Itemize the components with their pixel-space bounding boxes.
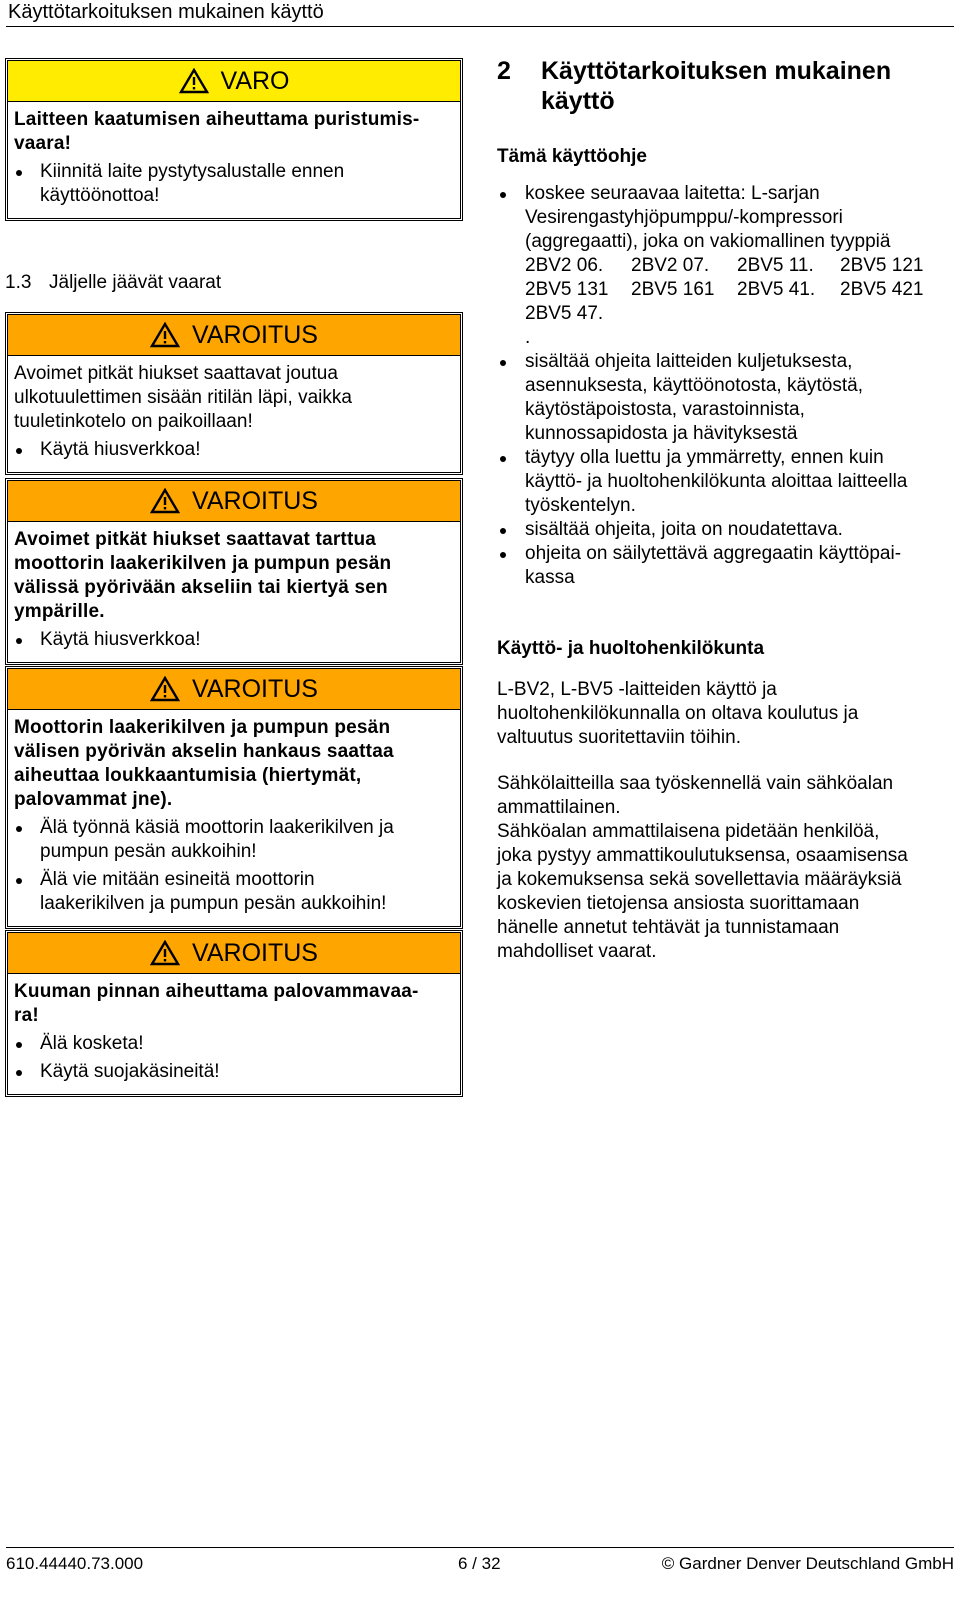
page-header [6,0,954,27]
warning-text-line: Avoimet pitkät hiukset saattavat joutua [14,363,338,384]
warning-body [8,356,460,472]
personnel-paragraph [497,678,957,750]
paragraph-line: ja kokemuksensa sekä sovellettavia määräyksiä [497,869,902,890]
list-item [497,446,957,518]
model-code: 2BV5 421 [840,279,924,300]
caution-text-line: Laitteen kaatumisen aiheuttama puristumis- [14,109,420,130]
bullet-line: kassa [525,567,575,588]
caution-heading: VARO [220,66,290,95]
list-item [497,350,957,446]
model-code: 2BV5 161 [631,279,715,300]
warning-triangle-icon [150,940,180,966]
doc-number: 610.44440.73.000 [6,1554,144,1573]
paragraph-line: Sähköalan ammattilaisena pidetään henkilöä, [497,821,880,842]
bullet-line: Kiinnitä laite pystytysalustalle ennen [40,161,345,182]
page-footer [6,1547,954,1578]
model-code: 2BV5 121 [840,255,924,276]
warning-body [8,522,460,662]
warning-triangle-icon [150,676,180,702]
bullet-line: Älä työnnä käsiä moottorin laakerikilven ja [40,817,394,838]
list-item [497,182,957,350]
warning-text-line: ympärille. [14,601,105,622]
warning-heading: VAROITUS [192,674,318,703]
section-number: 1.3 [5,272,32,293]
bullet-line: täytyy olla luettu ja ymmärretty, ennen kuin [525,447,884,468]
list-item [14,816,455,864]
caution-header [8,61,460,102]
list-item: Käytä suojakäsineitä! [14,1060,455,1084]
bullet-line: käyttö- ja huoltohenkilökunta aloittaa laitteella [525,471,908,492]
paragraph-line: joka pystyy ammattikoulutuksensa, osaamisensa [497,845,908,866]
warning-bullets [14,1032,455,1084]
list-item [14,160,455,208]
list-item [497,518,957,542]
list-item: Älä kosketa! [14,1032,455,1056]
bullet-line: laakerikilven ja pumpun pesän aukkoihin! [40,893,387,914]
caution-body [8,102,460,218]
bullet-line: sisältää ohjeita laitteiden kuljetuksesta, [525,351,853,372]
bullet-line: Vesirengastyhjöpumppu/-kompressori [525,207,843,228]
warning-box-3 [5,666,463,929]
paragraph-line: L-BV2, L-BV5 -laitteiden käyttö ja [497,679,777,700]
warning-header [8,933,460,974]
warning-heading: VAROITUS [192,486,318,515]
model-list [525,254,957,326]
warning-body [8,974,460,1094]
page-header-title: Käyttötarkoituksen mukainen käyttö [8,1,324,23]
warning-bullets [14,438,455,462]
model-code: 2BV5 11. [737,255,814,276]
bullet-line: kunnossapidosta ja hävityksestä [525,423,798,444]
warning-text-line: tuuletinkotelo on paikoillaan! [14,411,253,432]
warning-box-4 [5,930,463,1097]
bullet-line: käytöstäpoistosta, varastoinnista, [525,399,805,420]
section-heading-1-3 [5,272,221,294]
warning-text-line: aiheuttaa loukkaantumisia (hiertymät, [14,765,362,786]
bullet-line: käyttöönottoa! [40,185,160,206]
dot-line: . [525,327,531,348]
caution-box [5,58,463,221]
bullet-line: (aggregaatti), joka on vakiomallinen tyyppiä [525,231,891,252]
warning-box-1 [5,312,463,475]
section-number: 2 [497,57,511,85]
caution-text-line: vaara! [14,133,72,154]
warning-triangle-icon [150,322,180,348]
personnel-heading: Käyttö- ja huoltohenkilökunta [497,638,765,659]
bullet-line: sisältää ohjeita, joita on noudatettava. [525,519,843,540]
section-heading-2 [497,56,957,116]
warning-header [8,315,460,356]
paragraph-line: mahdolliset vaarat. [497,941,657,962]
subheading: Tämä käyttöohje [497,146,647,167]
warning-box-2 [5,478,463,665]
paragraph-line: koskevien tietojensa ansiosta suorittamaan [497,893,860,914]
scope-list [497,182,957,590]
page-number: 6 / 32 [458,1554,501,1573]
list-item: Käytä hiusverkkoa! [14,438,455,462]
caution-bullets [14,160,455,208]
model-code: 2BV5 41. [737,279,816,300]
bullet-line: työskentelyn. [525,495,636,516]
paragraph-line: Sähkölaitteilla saa työskennellä vain sähköalan [497,773,894,794]
warning-body [8,710,460,926]
warning-header [8,669,460,710]
bullet-line: asennuksesta, käyttöönotosta, käytöstä, [525,375,863,396]
warning-triangle-icon [150,488,180,514]
bullet-line: koskee seuraavaa laitetta: L-sarjan [525,183,820,204]
list-item [14,868,455,916]
bullet-line: ohjeita on säilytettävä aggregaatin käyttöpai- [525,543,902,564]
warning-text-line: välisen pyörivän akselin hankaus saattaa [14,741,394,762]
warning-text-line: välissä pyörivään akseliin tai kiertyä sen [14,577,388,598]
list-item: Käytä hiusverkkoa! [14,628,455,652]
model-code: 2BV2 06. [525,255,604,276]
warning-heading: VAROITUS [192,320,318,349]
section-title: Jäljelle jäävät vaarat [49,272,222,293]
warning-text-line: Moottorin laakerikilven ja pumpun pesän [14,717,391,738]
copyright: © Gardner Denver Deutschland GmbH [661,1554,954,1573]
model-code: 2BV5 131 [525,279,609,300]
warning-text-line: ulkotuulettimen sisään ritilän läpi, vaikka [14,387,352,408]
model-code: 2BV2 07. [631,255,710,276]
warning-triangle-icon [179,68,209,94]
warning-heading: VAROITUS [192,938,318,967]
paragraph-line: hänelle annetut tehtävät ja tunnistamaan [497,917,840,938]
bullet-line: pumpun pesän aukkoihin! [40,841,257,862]
warning-text-line: moottorin laakerikilven ja pumpun pesän [14,553,392,574]
warning-header [8,481,460,522]
electrical-paragraph [497,772,957,964]
warning-text-line: Kuuman pinnan aiheuttama palovammavaa- [14,981,419,1002]
paragraph-line: ammattilainen. [497,797,621,818]
model-code: 2BV5 47. [525,303,604,324]
section-title-line: Käyttötarkoituksen mukainen [541,57,892,85]
warning-text-line: ra! [14,1005,39,1026]
section-title-line: käyttö [541,87,615,115]
warning-text-line: palovammat jne). [14,789,173,810]
paragraph-line: huoltohenkilökunnalla on oltava koulutus ja [497,703,859,724]
right-column [497,56,957,964]
list-item [497,542,957,590]
warning-bullets [14,816,455,916]
bullet-line: Älä vie mitään esineitä moottorin [40,869,315,890]
paragraph-line: valtuutus suoritettaviin töihin. [497,727,741,748]
warning-text-line: Avoimet pitkät hiukset saattavat tarttua [14,529,377,550]
warning-bullets [14,628,455,652]
